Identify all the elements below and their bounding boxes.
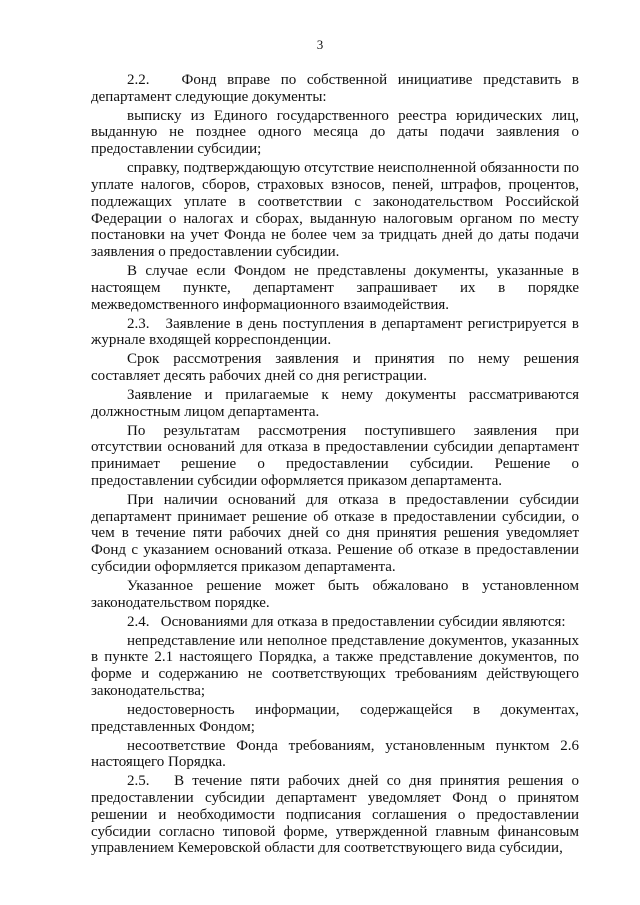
paragraph-review-official: Заявление и прилагаемые к нему документы рассматриваются должностным лицом департамента.: [91, 386, 579, 420]
paragraph-tax-certificate: справку, подтверждающую отсутствие неисполненной обязанности по уплате налогов, сборов, страховых взносов, пеней, штрафов, процентов, подлежащих уплате в соответствии с законодательством Российской Федерации о налогах и сборах, выданную налоговым органом по месту постановки на учет Фонда не более чем за тридцать дней до даты подачи заявления о предоставлении субсидии.: [91, 160, 579, 261]
paragraph-review-period: Срок рассмотрения заявления и принятия по нему решения составляет десять рабочих дней со дня регистрации.: [91, 351, 579, 385]
paragraph-incomplete-documents: непредставление или неполное представление документов, указанных в пункте 2.1 настоящего Порядка, а также представление документов, по форме и содержанию не соответствующих требованиям действующего законодательства;: [91, 632, 579, 699]
document-body: [91, 72, 579, 859]
paragraph-appeal: Указанное решение может быть обжаловано в установленном законодательством порядке.: [91, 577, 579, 611]
paragraph-2-2: 2.2. Фонд вправе по собственной инициативе представить в департамент следующие документы:: [91, 72, 579, 105]
paragraph-interagency-request: В случае если Фондом не представлены документы, указанные в настоящем пункте, департамент запрашивает их в порядке межведомственного информационного взаимодействия.: [91, 263, 579, 313]
paragraph-2-5: 2.5. В течение пяти рабочих дней со дня принятия решения о предоставлении субсидии департамент уведомляет Фонд о принятом решении и необходимости подписания соглашения о предоставлении субсидии согласно типовой форме, утвержденной главным финансовым управлением Кемеровской области для соответствующего вида субсидии,: [91, 773, 579, 857]
paragraph-2-3: 2.3. Заявление в день поступления в департамент регистрируется в журнале входящей корреспонденции.: [91, 315, 579, 349]
paragraph-egrul-extract: выписку из Единого государственного реестра юридических лиц, выданную не позднее одного месяца до даты подачи заявления о предоставлении субсидии;: [91, 107, 579, 158]
paragraph-2-4: 2.4. Основаниями для отказа в предоставлении субсидии являются:: [127, 613, 566, 630]
paragraph-inaccurate-information: недостоверность информации, содержащейся в документах, представленных Фондом;: [91, 701, 579, 735]
paragraph-nonconformity: несоответствие Фонда требованиям, установленным пунктом 2.6 настоящего Порядка.: [91, 737, 579, 771]
paragraph-grant-decision: По результатам рассмотрения поступившего заявления при отсутствии оснований для отказа в предоставлении субсидии департамент принимает решение о предоставлении субсидии. Решение о предоставлении субсидии оформляется приказом департамента.: [91, 422, 579, 489]
paragraph-refusal-decision: При наличии оснований для отказа в предоставлении субсидии департамент принимает решение об отказе в предоставлении субсидии, о чем в течение пяти рабочих дней со дня принятия решения уведомляет Фонд с указанием оснований отказа. Решение об отказе в предоставлении субсидии оформляется приказом департамента.: [91, 491, 579, 576]
page-number: 3: [316, 37, 324, 52]
